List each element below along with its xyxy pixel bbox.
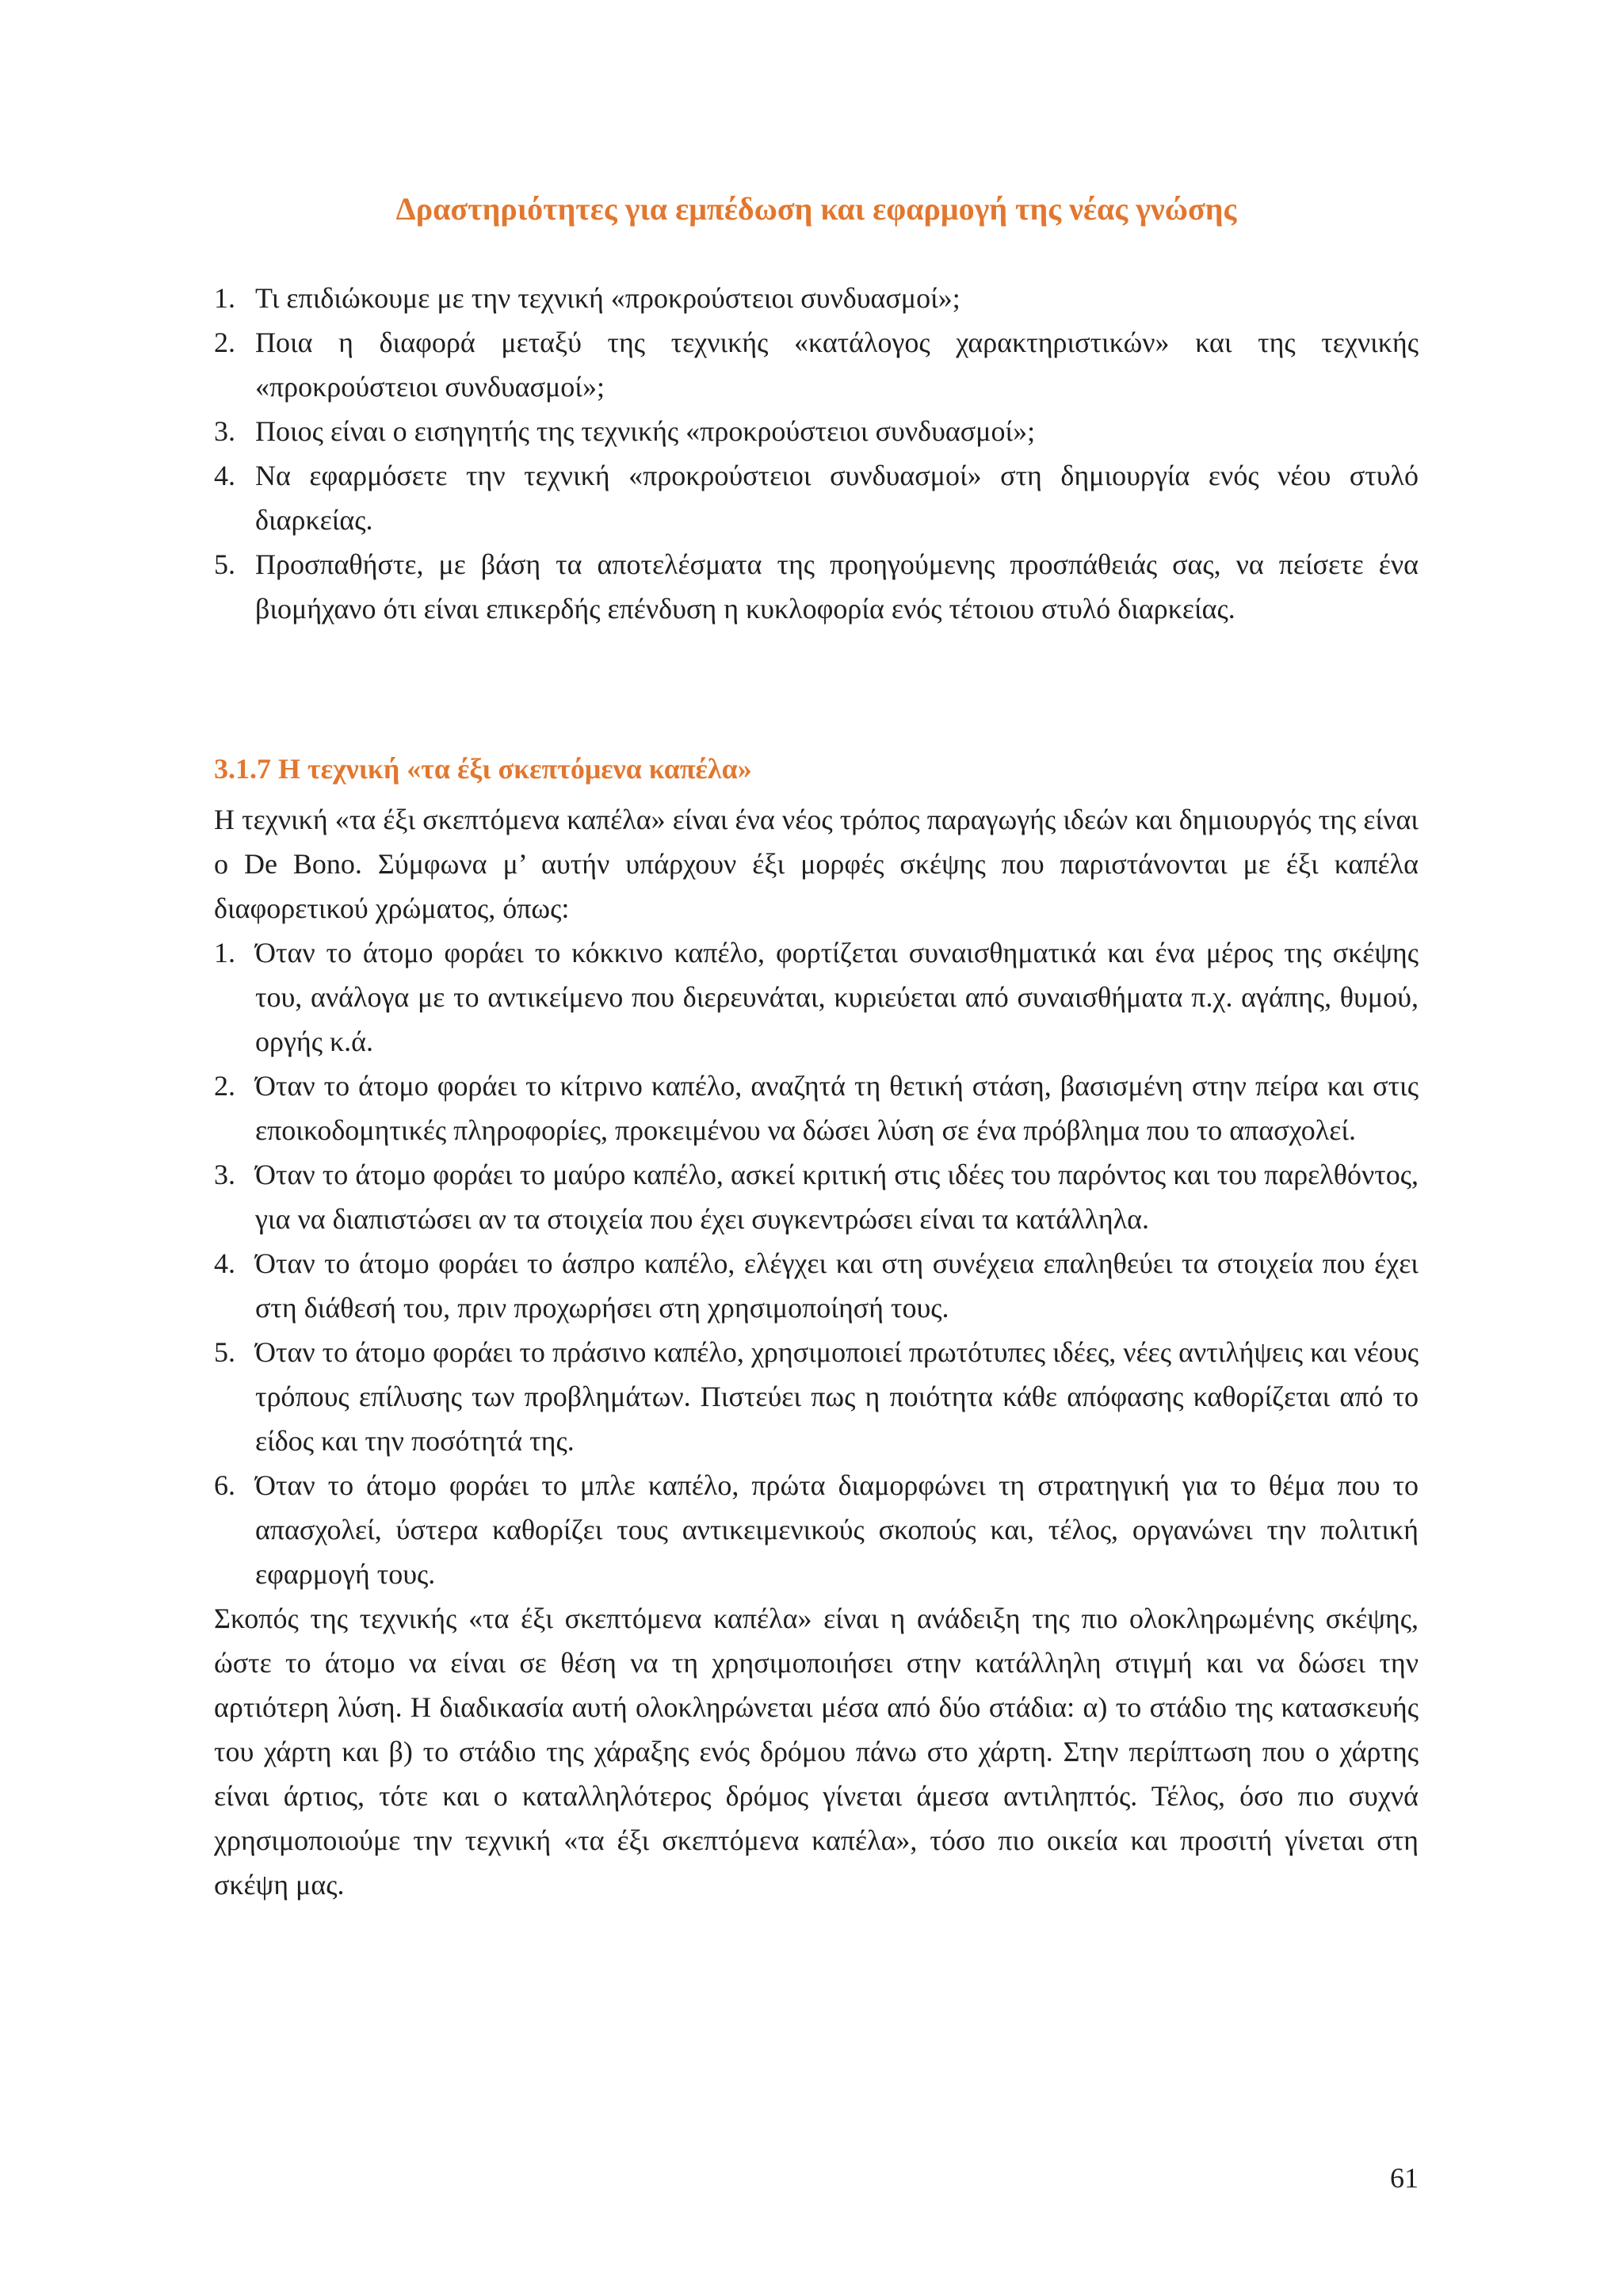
item-number: 5. — [214, 1336, 235, 1368]
activities-title: Δραστηριότητες για εμπέδωση και εφαρμογή της νέας γνώσης — [395, 191, 1237, 227]
hat-item — [214, 1152, 1419, 1241]
hat-item — [214, 1330, 1419, 1463]
item-text: Όταν το άτομο φοράει το άσπρο καπέλο, ελέγχει και στη συνέχεια επαληθεύει τα στοιχεία που έχει στη διάθεσή του, πριν προχωρήσει στη χρησιμοποίησή τους. — [255, 1247, 1419, 1324]
activity-item — [214, 409, 1419, 453]
item-text: Όταν το άτομο φοράει το μπλε καπέλο, πρώτα διαμορφώνει τη στρατηγική για το θέμα που το απασχολεί, ύστερα καθορίζει τους αντικειμενικούς σκοπούς και, τέλος, οργανώνει την πολιτική εφαρμογή τους. — [255, 1469, 1419, 1590]
item-number: 3. — [214, 415, 235, 447]
hats-list — [214, 930, 1419, 1596]
item-number: 6. — [214, 1469, 235, 1501]
activity-item — [214, 276, 1419, 320]
section-intro: Η τεχνική «τα έξι σκεπτόμενα καπέλα» είναι ένα νέος τρόπος παραγωγής ιδεών και δημιουργός της είναι ο De Bono. Σύμφωνα μ’ αυτήν υπάρχουν έξι μορφές σκέψης που παριστάνονται με έξι καπέλα διαφορετικού χρώματος, όπως: — [214, 804, 1419, 924]
section-heading: 3.1.7 Η τεχνική «τα έξι σκεπτόμενα καπέλα» — [214, 753, 752, 785]
item-number: 4. — [214, 460, 235, 491]
item-number: 4. — [214, 1247, 235, 1279]
item-text: Όταν το άτομο φοράει το πράσινο καπέλο, χρησιμοποιεί πρωτότυπες ιδέες, νέες αντιλήψεις και νέους τρόπους επίλυσης των προβλημάτων. Πιστεύει πως η ποιότητα κάθε απόφασης καθορίζεται από το είδος και την ποσότητά της. — [255, 1336, 1419, 1457]
activity-item — [214, 320, 1419, 409]
hat-item — [214, 1064, 1419, 1152]
activity-item — [214, 453, 1419, 542]
hat-item — [214, 930, 1419, 1064]
activities-list — [214, 276, 1419, 631]
item-number: 5. — [214, 548, 235, 580]
item-text: Ποιος είναι ο εισηγητής της τεχνικής «προκρούστειοι συνδυασμοί»; — [255, 415, 1036, 447]
page-number: 61 — [1390, 2162, 1419, 2194]
item-text: Τι επιδιώκουμε με την τεχνική «προκρούστειοι συνδυασμοί»; — [255, 282, 960, 314]
item-text: Όταν το άτομο φοράει το κίτρινο καπέλο, αναζητά τη θετική στάση, βασισμένη στην πείρα και στις εποικοδομητικές πληροφορίες, προκειμένου να δώσει λύση σε ένα πρόβλημα που το απασχολεί. — [255, 1070, 1419, 1146]
item-number: 2. — [214, 327, 235, 358]
activity-item — [214, 542, 1419, 631]
item-text: Ποια η διαφορά μεταξύ της τεχνικής «κατάλογος χαρακτηριστικών» και της τεχνικής «προκρούστειοι συνδυασμοί»; — [255, 327, 1419, 403]
section-conclusion: Σκοπός της τεχνικής «τα έξι σκεπτόμενα καπέλα» είναι η ανάδειξη της πιο ολοκληρωμένης σκέψης, ώστε το άτομο να είναι σε θέση να τη χρησιμοποιήσει στην κατάλληλη στιγμή και να δώσει την αρτιότερη λύση. Η διαδικασία αυτή ολοκληρώνεται μέσα από δύο στάδια: α) το στάδιο της κατασκευής του χάρτη και β) το στάδιο της χάραξης ενός δρόμου πάνω στο χάρτη. Στην περίπτωση που ο χάρτης είναι άρτιος, τότε και ο καταλληλότερος δρόμος γίνεται άμεσα αντιληπτός. Τέλος, όσο πιο συχνά χρησιμοποιούμε την τεχνική «τα έξι σκεπτόμενα καπέλα», τόσο πιο οικεία και προσιτή γίνεται στη σκέψη μας. — [214, 1603, 1419, 1901]
item-number: 1. — [214, 937, 235, 968]
item-text: Όταν το άτομο φοράει το κόκκινο καπέλο, φορτίζεται συναισθηματικά και ένα μέρος της σκέψης του, ανάλογα με το αντικείμενο που διερευνάται, κυριεύεται από συναισθήματα π.χ. αγάπης, θυμού, οργής κ.ά. — [255, 937, 1419, 1057]
item-number: 3. — [214, 1159, 235, 1190]
item-number: 1. — [214, 282, 235, 314]
hat-item — [214, 1241, 1419, 1330]
item-text: Να εφαρμόσετε την τεχνική «προκρούστειοι συνδυασμοί» στη δημιουργία ενός νέου στυλό διαρκείας. — [255, 460, 1419, 536]
page-content — [214, 190, 1419, 1907]
hat-item — [214, 1463, 1419, 1596]
item-text: Όταν το άτομο φοράει το μαύρο καπέλο, ασκεί κριτική στις ιδέες του παρόντος και του παρελθόντος, για να διαπιστώσει αν τα στοιχεία που έχει συγκεντρώσει είναι τα κατάλληλα. — [255, 1159, 1419, 1235]
item-number: 2. — [214, 1070, 235, 1102]
item-text: Προσπαθήστε, με βάση τα αποτελέσματα της προηγούμενης προσπάθειάς σας, να πείσετε ένα βιομήχανο ότι είναι επικερδής επένδυση η κυκλοφορία ενός τέτοιου στυλό διαρκείας. — [255, 548, 1419, 625]
